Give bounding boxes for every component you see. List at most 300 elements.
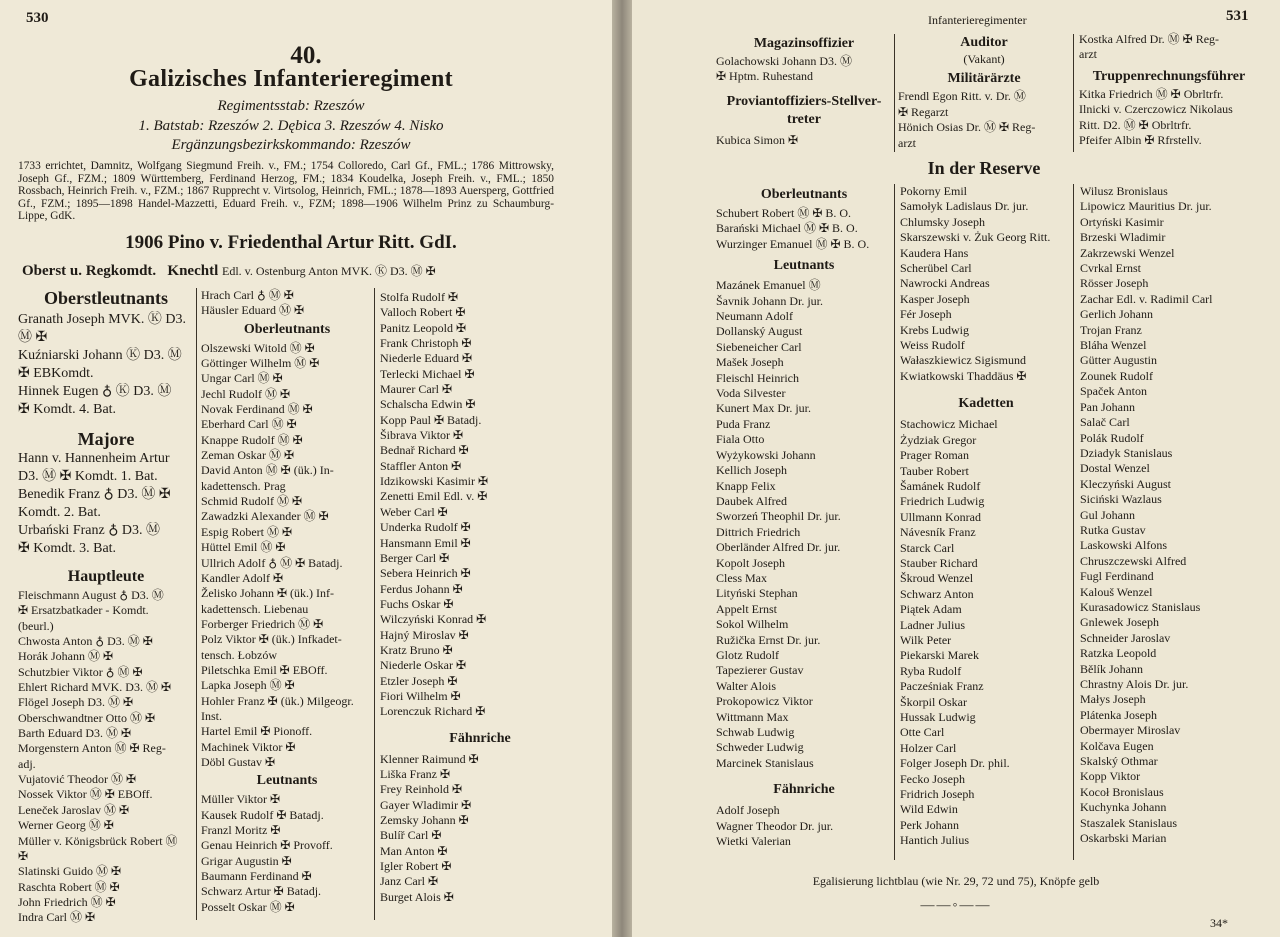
list-item: Weiss Rudolf — [900, 338, 965, 353]
list-item: Siebeneicher Carl — [716, 339, 802, 354]
list-item: Piekarski Marek — [900, 648, 979, 663]
list-item: Gütter Augustin — [1080, 353, 1157, 368]
list-item: Kellich Joseph — [716, 463, 787, 478]
list-item: Jechl Rudolf Ⓜ ✠ — [201, 386, 291, 401]
reserve-column-3 — [1080, 184, 1260, 846]
list-item: Wittmann Max — [716, 709, 789, 724]
list-item: Tapezierer Gustav — [716, 663, 804, 678]
list-item: Wilusz Bronislaus — [1080, 184, 1168, 198]
list-item: Šavnik Johann Dr. jur. — [716, 293, 823, 308]
list-item: arzt — [898, 135, 916, 150]
list-item: Idzikowski Kasimir ✠ — [380, 474, 489, 489]
list-item: Chruszczewski Alfred — [1080, 553, 1187, 568]
list-item: Fiori Wilhelm ✠ — [380, 688, 461, 703]
list-item: Indra Carl Ⓜ ✠ — [18, 910, 96, 925]
list-item: Ortyński Kasimir — [1080, 214, 1164, 229]
list-item: Ferdus Johann ✠ — [380, 581, 463, 596]
list-item: Eberhard Carl Ⓜ ✠ — [201, 417, 297, 432]
list-item: Spaček Anton — [1080, 384, 1147, 399]
list-item: Hönich Osias Dr. Ⓜ ✠ Reg- — [898, 120, 1036, 135]
list-item: Polz Viktor ✠ (ük.) Infkadet- — [201, 632, 342, 647]
list-item: Fugl Ferdinand — [1080, 569, 1154, 584]
majore-list — [18, 450, 194, 558]
section-heading-res-oberleutnants: Oberleutnants — [760, 187, 848, 202]
list-item: Pacześniak Franz — [900, 679, 984, 694]
regiment-title: Galizisches Infanterieregiment — [129, 66, 453, 92]
list-item: Laskowski Alfons — [1080, 538, 1167, 553]
list-item: Starck Carl — [900, 540, 955, 555]
list-item: Fleischmann August ♁ D3. Ⓜ — [18, 588, 164, 602]
list-item: Knapp Felix — [716, 478, 776, 493]
list-item: Friedrich Ludwig — [900, 494, 985, 509]
list-item: Komdt. 2. Bat. — [18, 505, 101, 520]
list-item: Pan Johann — [1080, 399, 1135, 414]
list-item: Maurer Carl ✠ — [380, 382, 453, 397]
list-item: Terlecki Michael ✠ — [380, 366, 475, 381]
list-item: Genau Heinrich ✠ Provoff. — [201, 838, 333, 853]
list-item: Raschta Robert Ⓜ ✠ — [18, 879, 120, 894]
list-item: Šamánek Rudolf — [900, 478, 981, 493]
list-item: Niederle Eduard ✠ — [380, 351, 473, 366]
list-item: Skalský Othmar — [1080, 754, 1158, 769]
list-item: Bulíř Carl ✠ — [380, 828, 442, 843]
list-item: Lorenczuk Richard ✠ — [380, 704, 486, 719]
list-item: Bednař Richard ✠ — [380, 443, 469, 458]
book-gutter — [612, 0, 632, 937]
list-item: ✠ Komdt. 4. Bat. — [18, 402, 117, 417]
list-item: Dollanský August — [716, 324, 803, 339]
list-item: Schalscha Edwin ✠ — [380, 397, 476, 412]
section-heading-oberstleutnants: Oberstleutnants — [43, 288, 168, 308]
list-item: Kopp Paul ✠ Batadj. — [380, 412, 482, 427]
list-item: Stachowicz Michael — [900, 417, 998, 432]
column-divider — [894, 34, 895, 152]
list-item: Chlumsky Joseph — [900, 214, 986, 229]
section-heading-truppen: Truppenrechnungsführer — [1092, 68, 1246, 84]
list-item: tensch. Łobzów — [201, 647, 277, 662]
list-item: Granath Joseph MVK. Ⓚ D3. — [18, 312, 186, 327]
list-item: Wurzinger Emanuel Ⓜ ✠ B. O. — [716, 236, 870, 251]
list-item: Cvrkal Ernst — [1080, 261, 1141, 276]
list-item: Underka Rudolf ✠ — [380, 520, 471, 535]
list-item: Brzeski Wladimir — [1080, 230, 1166, 245]
list-item: Hartel Emil ✠ Pionoff. — [201, 724, 313, 739]
list-item: Olszewski Witold Ⓜ ✠ — [201, 340, 315, 355]
list-item: Ružička Ernst Dr. jur. — [716, 632, 821, 647]
list-item: Tauber Robert — [900, 463, 969, 478]
list-item: Ritt. D2. Ⓜ ✠ Obrltrfr. — [1079, 117, 1192, 132]
list-item: kadettensch. Liebenau — [201, 601, 309, 616]
list-item: Kasper Joseph — [900, 291, 970, 306]
list-item: Dittrich Friedrich — [716, 524, 801, 539]
list-item: Kuchynka Johann — [1080, 800, 1167, 815]
list-item: Zeman Oskar Ⓜ ✠ — [201, 448, 295, 463]
list-item: Oskarbski Marian — [1080, 831, 1167, 846]
list-item: Ratzka Leopold — [1080, 646, 1157, 661]
list-item: Schwarz Anton — [900, 586, 974, 601]
list-item: Slatinski Guido Ⓜ ✠ — [18, 864, 122, 879]
regiment-history: 1733 errichtet, Damnitz, Wolfgang Siegmund Freih. v., FM.; 1754 Colloredo, Carl Gf., FML.; 1786 Mittrowsky, Joseph Gf., FZM.; 1809 Württemberg, Ferdinand Herzog, FM.; 1834 Koudelka, Joseph Freih. v., FML.; 1850 Rossbach, Heinrich Freih. v., FZM.; 1867 Rupprecht v. Virtsolog, Heinrich, FML.; 1878—1893 Auersperg, Gottfried Gf., FZM.; 1895—1898 Handel-Mazzetti, Eduard Freih. v., FZM; 1898—1906 Wilhelm Prinz zu Schaumburg-Lippe, GdK. — [18, 160, 554, 223]
list-item: Fridrich Joseph — [900, 787, 975, 802]
list-item: Kopp Viktor — [1080, 769, 1141, 784]
list-item: ✠ Komdt. 3. Bat. — [18, 541, 117, 556]
list-item: Lapka Joseph Ⓜ ✠ — [201, 678, 295, 693]
list-item: Göttinger Wilhelm Ⓜ ✠ — [201, 356, 320, 371]
list-item: D3. Ⓜ ✠ Komdt. 1. Bat. — [18, 469, 158, 484]
list-item: ✠ Hptm. Ruhestand — [716, 69, 814, 84]
list-item: Pfeifer Albin ✠ Rfrstellv. — [1079, 133, 1202, 148]
list-item: Klenner Raimund ✠ — [380, 751, 479, 766]
section-heading-magazin: Magazinsoffizier — [753, 36, 855, 51]
list-item: Appelt Ernst — [716, 601, 777, 616]
list-item: Zachar Edl. v. Radimil Carl — [1080, 291, 1213, 306]
list-item: Fuchs Oskar ✠ — [380, 596, 454, 611]
section-heading-aerzte: Militärärzte — [947, 71, 1021, 87]
oberstleutnants-list — [18, 311, 194, 419]
list-item: Dziadyk Stanislaus — [1080, 445, 1173, 460]
list-item: Šibrava Viktor ✠ — [380, 428, 464, 443]
list-item: Wietki Valerian — [716, 834, 791, 849]
list-item: Hinnek Eugen ♁ Ⓚ D3. Ⓜ — [18, 384, 172, 399]
list-item: Weber Carl ✠ — [380, 504, 448, 519]
list-item: Fleischl Heinrich — [716, 370, 799, 385]
list-item: Ryba Rudolf — [900, 663, 962, 678]
list-item: Kunert Max Dr. jur. — [716, 401, 811, 416]
regiment-staff: Regimentsstab: Rzeszów — [217, 98, 365, 114]
list-item: Valloch Robert ✠ — [380, 305, 466, 320]
list-item: Scherübel Carl — [900, 261, 972, 276]
list-item: Hann v. Hannenheim Artur — [18, 451, 170, 466]
column-divider — [374, 288, 375, 920]
list-item: Sebera Heinrich ✠ — [380, 566, 471, 581]
list-item: Zemsky Johann ✠ — [380, 813, 469, 827]
section-heading-kadetten: Kadetten — [958, 396, 1014, 412]
list-item: Lityński Stephan — [716, 586, 798, 601]
list-item: Ilnicki v. Czerczowicz Nikolaus — [1079, 102, 1233, 117]
list-item: Forberger Friedrich Ⓜ ✠ — [201, 616, 324, 631]
list-item: Voda Silvester — [716, 386, 786, 401]
list-item: Werner Georg Ⓜ ✠ — [18, 818, 114, 833]
section-heading-proviant-2: treter — [787, 111, 821, 127]
list-item: Kwiatkowski Thaddäus ✠ — [900, 368, 1027, 383]
egalisierung-note: Egalisierung lichtblau (wie Nr. 29, 72 und 75), Knöpfe gelb — [812, 874, 1100, 888]
list-item: Hüttel Emil Ⓜ ✠ — [201, 540, 286, 555]
list-item: Ullmann Konrad — [900, 509, 981, 524]
list-item: Hussak Ludwig — [900, 710, 976, 724]
list-item: Zenetti Emil Edl. v. ✠ — [380, 489, 488, 504]
list-item: Golachowski Johann D3. Ⓜ — [716, 54, 852, 68]
list-item: Vujatović Theodor Ⓜ ✠ — [18, 772, 137, 787]
list-item: Häusler Eduard Ⓜ ✠ — [201, 303, 305, 318]
list-item: Folger Joseph Dr. phil. — [900, 756, 1010, 771]
section-heading-reserve: In der Reserve — [927, 158, 1041, 178]
list-item: Wałaszkiewicz Sigismund — [900, 353, 1027, 368]
list-item: Hajný Miroslav ✠ — [380, 627, 469, 642]
list-item: John Friedrich Ⓜ ✠ — [18, 894, 116, 909]
right-top-column-2 — [898, 34, 1070, 151]
list-item: Döbl Gustav ✠ — [201, 754, 276, 769]
section-heading-majore: Majore — [77, 429, 135, 449]
list-item: Kuźniarski Johann Ⓚ D3. Ⓜ — [18, 348, 182, 363]
list-item: Zakrzewski Wenzel — [1080, 245, 1175, 260]
list-item: Igler Robert ✠ — [380, 859, 452, 874]
list-item: Perk Johann — [900, 817, 959, 832]
list-item: Wyżykowski Johann — [716, 447, 816, 462]
list-item: Škroud Wenzel — [900, 571, 974, 586]
list-item: adj. — [18, 756, 36, 771]
list-item: Morgenstern Anton Ⓜ ✠ Reg- — [18, 741, 166, 756]
list-item: Berger Carl ✠ — [380, 550, 450, 565]
list-item: Leneček Jaroslav Ⓜ ✠ — [18, 802, 130, 817]
list-item: Neumann Adolf — [716, 309, 793, 324]
list-item: Żydziak Gregor — [900, 432, 977, 447]
list-item: Kocoł Bronislaus — [1080, 784, 1164, 799]
left-page — [0, 0, 612, 937]
list-item: Schutzbier Viktor ♁ Ⓜ ✠ — [18, 664, 143, 679]
list-item: Baumann Ferdinand ✠ — [201, 869, 312, 884]
list-item: Fecko Joseph — [900, 771, 965, 786]
list-item: Posselt Oskar Ⓜ ✠ — [201, 899, 295, 914]
list-item: Kitka Friedrich Ⓜ ✠ Obrltrfr. — [1079, 86, 1224, 101]
list-item: Grigar Augustin ✠ — [201, 853, 292, 868]
running-head: Infanterieregimenter — [928, 13, 1027, 27]
list-item: Zawadzki Alexander Ⓜ ✠ — [201, 509, 329, 524]
list-item: Želisko Johann ✠ (ük.) Inf- — [201, 586, 335, 601]
regiment-inhaber: 1906 Pino v. Friedenthal Artur Ritt. GdI. — [125, 232, 457, 253]
list-item: Kurasadowicz Stanislaus — [1080, 599, 1201, 614]
list-item: Rutka Gustav — [1080, 522, 1146, 537]
list-item: Man Anton ✠ — [380, 843, 448, 858]
right-page — [632, 0, 1280, 937]
list-item: Holzer Carl — [900, 740, 957, 755]
list-item: Schweder Ludwig — [716, 740, 804, 755]
commander-name: Knechtl — [167, 263, 219, 279]
list-item: Burget Alois ✠ — [380, 889, 454, 904]
right-top-column-1 — [716, 34, 892, 148]
section-heading-oberleutnants: Oberleutnants — [243, 321, 331, 337]
list-item: Ehlert Richard MVK. D3. Ⓜ ✠ — [18, 680, 172, 695]
list-item: (beurl.) — [18, 618, 54, 633]
list-item: Fiala Otto — [716, 432, 765, 447]
list-item: Machinek Viktor ✠ — [201, 739, 296, 754]
list-item: ✠ — [18, 848, 29, 863]
left-column-3 — [380, 290, 580, 905]
list-item: Nawrocki Andreas — [900, 276, 990, 291]
list-item: Krebs Ludwig — [900, 322, 969, 337]
list-item: Prager Roman — [900, 448, 969, 463]
column-divider — [196, 288, 197, 920]
commander-label: Oberst u. Regkomdt. — [22, 263, 157, 279]
list-item: Piątek Adam — [900, 602, 962, 617]
list-item: Niederle Oskar ✠ — [380, 658, 467, 673]
list-item: Kaudera Hans — [900, 245, 969, 260]
list-item: Hohler Franz ✠ (ük.) Milgeogr. — [201, 693, 354, 708]
list-item: Kratz Bruno ✠ — [380, 642, 453, 657]
list-item: Barański Michael Ⓜ ✠ B. O. — [716, 221, 858, 236]
section-heading-leutnants: Leutnants — [256, 773, 318, 789]
list-item: Otte Carl — [900, 725, 945, 740]
list-item: Kopolt Joseph — [716, 555, 785, 570]
list-item: Stolfa Rudolf ✠ — [380, 290, 459, 304]
section-heading-faehnriche: Fähnriche — [449, 730, 511, 746]
list-item: Wagner Theodor Dr. jur. — [716, 818, 834, 833]
list-item: Dostal Wenzel — [1080, 461, 1150, 476]
list-item: Plátenka Joseph — [1080, 707, 1157, 722]
reserve-column-2 — [900, 184, 1072, 849]
recruiting-district: Ergänzungsbezirkskommando: Rzeszów — [171, 137, 411, 153]
regiment-commander — [22, 262, 436, 280]
list-item: Nossek Viktor Ⓜ ✠ EBOff. — [18, 787, 153, 802]
list-item: Inst. — [201, 708, 222, 723]
list-item: Skarszewski v. Żuk Georg Ritt. — [900, 230, 1051, 245]
list-item: Kalouš Wenzel — [1080, 584, 1153, 599]
hauptleute-list — [18, 588, 194, 926]
list-item: Cless Max — [716, 570, 767, 585]
list-item: Gayer Wladimir ✠ — [380, 797, 472, 812]
column-divider — [1073, 184, 1074, 860]
column-divider — [894, 184, 895, 860]
section-heading-hauptleute: Hauptleute — [67, 568, 145, 585]
list-item: Müller v. Königsbrück Robert Ⓜ — [18, 833, 178, 848]
list-item: ✠ Ersatzbatkader - Komdt. — [18, 603, 149, 618]
section-heading-auditor: Auditor — [960, 35, 1008, 50]
list-item: Chwosta Anton ♁ D3. Ⓜ ✠ — [18, 634, 153, 649]
list-item: Kostka Alfred Dr. Ⓜ ✠ Reg- — [1079, 32, 1220, 46]
column-divider — [1073, 34, 1074, 152]
list-item: Zounek Rudolf — [1080, 368, 1153, 383]
list-item: Hantich Julius — [900, 833, 969, 848]
list-item: Schwab Ludwig — [716, 725, 795, 739]
list-item: Glotz Rudolf — [716, 647, 779, 662]
list-item: Benedik Franz ♁ D3. Ⓜ ✠ — [18, 487, 171, 502]
list-item: Bělík Johann — [1080, 661, 1143, 676]
list-item: Liška Franz ✠ — [380, 766, 451, 781]
list-item: Trojan Franz — [1080, 322, 1142, 337]
list-item: Barth Eduard D3. Ⓜ ✠ — [18, 726, 132, 741]
page-number: 531 — [1226, 8, 1249, 24]
list-item: kadettensch. Prag — [201, 478, 286, 493]
list-item: Müller Viktor ✠ — [201, 792, 281, 807]
list-item: Daubek Alfred — [716, 493, 787, 508]
list-item: Kolčava Eugen — [1080, 738, 1154, 753]
list-item: Siciński Wazlaus — [1080, 492, 1162, 507]
list-item: Schmid Rudolf Ⓜ ✠ — [201, 494, 303, 509]
reserve-column-1 — [716, 184, 892, 849]
list-item: Urbański Franz ♁ D3. Ⓜ — [18, 523, 161, 538]
list-item: Sworzeń Theophil Dr. jur. — [716, 509, 841, 524]
list-item: Frendl Egon Ritt. v. Dr. Ⓜ — [898, 89, 1026, 104]
list-item: Salač Carl — [1080, 415, 1130, 430]
list-item: Novak Ferdinand Ⓜ ✠ — [201, 402, 313, 417]
list-item: Obermayer Miroslav — [1080, 723, 1181, 738]
list-item: Wild Edwin — [900, 802, 958, 817]
list-item: Oberschwandtner Otto Ⓜ ✠ — [18, 710, 156, 725]
list-item: Stauber Richard — [900, 555, 978, 570]
list-item: Fér Joseph — [900, 307, 952, 322]
list-item: Samołyk Ladislaus Dr. jur. — [900, 199, 1029, 214]
auditor-vacant: (Vakant) — [963, 52, 1005, 66]
list-item: Espig Robert Ⓜ ✠ — [201, 524, 293, 539]
list-item: Návesník Franz — [900, 525, 976, 540]
list-item: Walter Alois — [716, 678, 777, 693]
list-item: Franzl Moritz ✠ — [201, 823, 281, 837]
list-item: Schneider Jaroslav — [1080, 630, 1171, 645]
section-heading-res-leutnants: Leutnants — [773, 258, 835, 274]
list-item: ✠ EBKomdt. — [18, 366, 94, 381]
list-item: Flögel Joseph D3. Ⓜ ✠ — [18, 695, 134, 710]
list-item: Wilk Peter — [900, 632, 952, 647]
list-item: Bláha Wenzel — [1080, 338, 1147, 353]
list-item: Ungar Carl Ⓜ ✠ — [201, 371, 283, 386]
list-item: Pokorny Emil — [900, 184, 968, 198]
list-item: Rösser Joseph — [1080, 276, 1149, 291]
list-item: Frank Christoph ✠ — [380, 336, 472, 351]
list-item: Staffler Anton ✠ — [380, 458, 462, 473]
battalion-staffs: 1. Batstab: Rzeszów 2. Dębica 3. Rzeszów 4. Nisko — [138, 118, 444, 134]
commander-rest: Edl. v. Ostenburg Anton MVK. Ⓚ D3. Ⓜ ✠ — [222, 264, 436, 278]
list-item: Puda Franz — [716, 416, 771, 431]
list-item: Mazánek Emanuel Ⓜ — [716, 278, 821, 293]
list-item: Hrach Carl ♁ Ⓜ ✠ — [201, 288, 294, 302]
list-item: David Anton Ⓜ ✠ (ük.) In- — [201, 463, 334, 478]
list-item: Sokol Wilhelm — [716, 617, 789, 632]
right-top-column-3 — [1079, 32, 1259, 148]
list-item: Gul Johann — [1080, 507, 1135, 522]
list-item: Małys Joseph — [1080, 692, 1146, 707]
signature-mark: 34* — [1210, 916, 1228, 930]
list-item: Lipowicz Mauritius Dr. jur. — [1080, 199, 1212, 214]
list-item: Wilczyński Konrad ✠ — [380, 612, 487, 627]
list-item: Frey Reinhold ✠ — [380, 782, 463, 797]
list-item: Janz Carl ✠ — [380, 874, 439, 889]
list-item: Prokopowicz Viktor — [716, 694, 813, 709]
page-number: 530 — [26, 10, 49, 26]
section-heading-proviant: Proviantoffiziers-Stellver- — [726, 93, 882, 109]
ornament-rule: ——◦—— — [920, 898, 992, 913]
list-item: Ullrich Adolf ♁ Ⓜ ✠ Batadj. — [201, 555, 343, 570]
list-item: Panitz Leopold ✠ — [380, 320, 467, 335]
list-item: Gnlewek Joseph — [1080, 615, 1159, 630]
list-item: Knappe Rudolf Ⓜ ✠ — [201, 432, 303, 447]
list-item: Ladner Julius — [900, 617, 965, 632]
left-column-1 — [18, 288, 194, 926]
list-item: Adolf Joseph — [716, 803, 780, 818]
list-item: Polák Rudolf — [1080, 430, 1144, 445]
list-item: Oberländer Alfred Dr. jur. — [716, 540, 841, 555]
list-item: Kleczyński August — [1080, 476, 1171, 491]
section-heading-res-faehnriche: Fähnriche — [773, 782, 835, 798]
list-item: Staszalek Stanislaus — [1080, 815, 1177, 830]
list-item: Hansmann Emil ✠ — [380, 535, 471, 550]
list-item: Mašek Joseph — [716, 355, 784, 370]
list-item: Horák Johann Ⓜ ✠ — [18, 649, 114, 664]
list-item: Etzler Joseph ✠ — [380, 673, 458, 688]
list-item: Marcinek Stanislaus — [716, 755, 814, 770]
regiment-number: 40. — [290, 42, 322, 69]
list-item: arzt — [1079, 47, 1097, 62]
list-item: Kausek Rudolf ✠ Batadj. — [201, 807, 324, 822]
list-item: Kandler Adolf ✠ — [201, 570, 284, 585]
left-column-2 — [201, 288, 373, 915]
list-item: Ⓜ ✠ — [18, 330, 48, 345]
list-item: Chrastny Alois Dr. jur. — [1080, 677, 1189, 691]
list-item: Schubert Robert Ⓜ ✠ B. O. — [716, 206, 852, 220]
list-item: Škorpil Oskar — [900, 694, 967, 709]
list-item: Gerlich Johann — [1080, 307, 1153, 322]
list-item: ✠ Regarzt — [898, 104, 949, 119]
list-item: Kubica Simon ✠ — [716, 132, 799, 147]
list-item: Piletschka Emil ✠ EBOff. — [201, 662, 328, 677]
